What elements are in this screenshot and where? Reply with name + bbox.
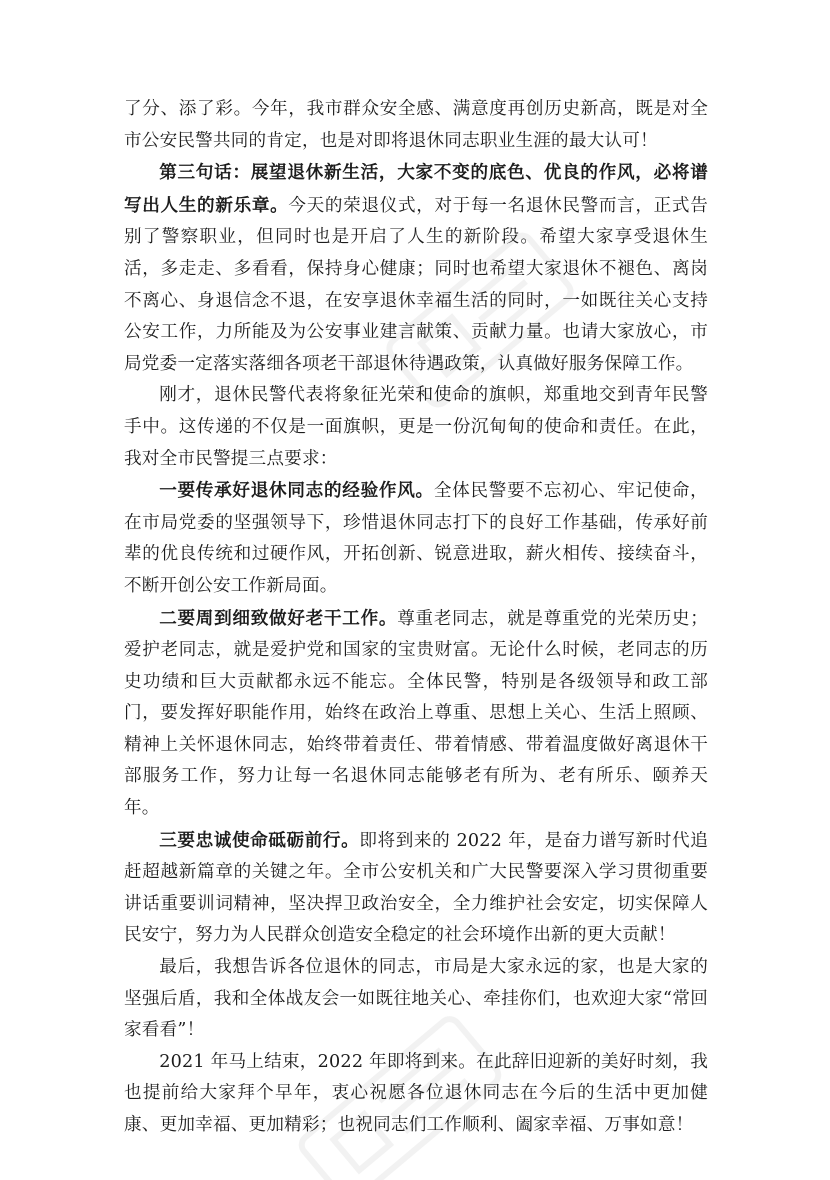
paragraph-lead: 二要周到细致做好老干工作。 [159, 607, 398, 629]
paragraph-text: 全体民警要不忘初心、牢记使命，在市局党委的坚强领导下，珍惜退休同志打下的良好工作基础，传承好前辈的优良传统和过硬作风，开拓创新、锐意进取，薪火相传、接续奋斗，不断开创公安工作新局面。 [124, 481, 708, 596]
paragraph-lead: 一要传承好退休同志的经验作风。 [159, 480, 434, 502]
paragraph-text: 刚才，退休民警代表将象征光荣和使命的旗帜，郑重地交到青年民警手中。这传递的不仅是一面旗帜，更是一份沉甸甸的使命和责任。在此，我对全市民警提三点要求： [124, 385, 708, 469]
paragraph-text: 2021 年马上结束，2022 年即将到来。在此辞旧迎新的美好时刻，我也提前给大家拜个早年，衷心祝愿各位退休同志在今后的生活中更加健康、更加幸福、更加精彩；也祝同志们工作顺利、阖家幸福、万事如意！ [124, 1051, 708, 1135]
paragraph-5 [124, 603, 708, 825]
paragraph-text: 即将到来的 2022 年，是奋力谱写新时代追赶超越新篇章的关键之年。全市公安机关和广大民警要深入学习贯彻重要讲话重要训词精神，坚决捍卫政治安全，全力维护社会安定，切实保障人民安宁，努力为人民群众创造安全稳定的社会环境作出新的更大贡献！ [124, 830, 708, 946]
paragraph-text: 了分、添了彩。今年，我市群众安全感、满意度再创历史新高，既是对全市公安民警共同的肯定，也是对即将退休同志职业生涯的最大认可！ [124, 99, 708, 151]
paragraph-2 [124, 157, 708, 380]
paragraph-text: 最后，我想告诉各位退休的同志，市局是大家永远的家，也是大家的坚强后盾，我和全体战友会一如既往地关心、牵挂你们，也欢迎大家“常回家看看”！ [124, 957, 708, 1041]
paragraph-lead: 三要忠诚使命砥砺前行。 [159, 829, 360, 851]
paragraph-1 [124, 94, 708, 157]
paragraph-6 [124, 825, 708, 952]
paragraph-3 [124, 380, 708, 475]
document-body [124, 94, 708, 1142]
paragraph-8 [124, 1047, 708, 1142]
paragraph-text: 尊重老同志，就是尊重党的光荣历史；爱护老同志，就是爱护党和国家的宝贵财富。无论什么时候，老同志的历史功绩和巨大贡献都永远不能忘。全体民警，特别是各级领导和政工部门，要发挥好职能作用，始终在政治上尊重、思想上关心、生活上照顾、精神上关怀退休同志，始终带着责任、带着情感、带着温度做好离退休干部服务工作，努力让每一名退休同志能够老有所为、老有所乐、颐养天年。 [124, 608, 708, 819]
paragraph-lead: 第三句话：展望退休新生活，大家不变的底色、优良的作风，必将谱写出人生的新乐章。 [124, 162, 708, 216]
paragraph-text: 今天的荣退仪式，对于每一名退休民警而言，正式告别了警察职业，但同时也是开启了人生的新阶段。希望大家享受退休生活，多走走、多看看，保持身心健康；同时也希望大家退休不褪色、离岗不离心、身退信念不退，在安享退休幸福生活的同时，一如既往关心支持公安工作，力所能及为公安事业建言献策、贡献力量。也请大家放心，市局党委一定落实落细各项老干部退休待遇政策，认真做好服务保障工作。 [124, 195, 708, 374]
paragraph-7 [124, 952, 708, 1047]
paragraph-4 [124, 475, 708, 602]
